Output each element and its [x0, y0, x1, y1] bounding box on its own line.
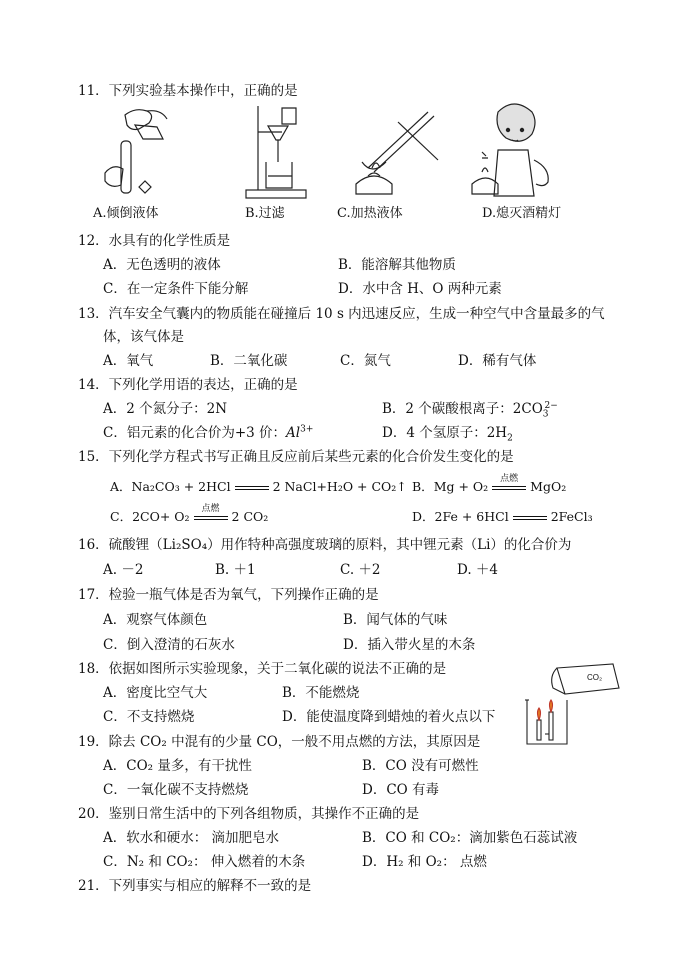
- q11-caption-d: D.熄灭酒精灯: [482, 206, 562, 221]
- q20-option-b: B．CO 和 CO₂：滴加紫色石蕊试液: [362, 830, 578, 846]
- q19-option-d: D．CO 有毒: [362, 782, 440, 798]
- figure-pouring-liquid: [95, 105, 175, 201]
- q13-stem-line2: 体，该气体是: [103, 329, 184, 345]
- q18-stem: 18．依据如图所示实验现象，关于二氧化碳的说法不正确的是: [78, 661, 447, 677]
- q20-stem: 20．鉴别日常生活中的下列各组物质，其操作不正确的是: [78, 806, 420, 822]
- q12-option-c: C．在一定条件下能分解: [103, 281, 249, 297]
- q20-option-d: D．H₂ 和 O₂： 点燃: [362, 854, 487, 870]
- q15-option-a: A．Na₂CO₃ + 2HCl 2 NaCl+H₂O + CO₂↑: [110, 479, 407, 494]
- q11-caption-b: B.过滤: [245, 206, 285, 221]
- q14-option-d: D．4 个氢原子：$2H_2$: [382, 425, 513, 444]
- q18-option-c: C．不支持燃烧: [103, 709, 195, 725]
- q12-option-b: B．能溶解其他物质: [338, 257, 456, 273]
- q17-option-c: C．倒入澄清的石灰水: [103, 637, 235, 653]
- q14-option-a: A．2 个氮分子：2N: [103, 401, 228, 417]
- q13-option-c: C．氮气: [340, 353, 391, 369]
- q12-stem: 12．水具有的化学性质是: [78, 233, 231, 249]
- q11-caption-c: C.加热液体: [337, 206, 403, 221]
- q18-option-b: B．不能燃烧: [282, 685, 360, 701]
- q13-stem-line1: 13．汽车安全气囊内的物质能在碰撞后 10 s 内迅速反应，生成一种空气中含量最多的气: [78, 306, 605, 322]
- figure-heating-liquid: [348, 102, 440, 200]
- q16-option-c: C. ＋2: [340, 562, 381, 578]
- q16-stem: 16．硫酸锂（Li₂SO₄）用作特种高强度玻璃的原料，其中锂元素（Li）的化合价为: [78, 537, 572, 553]
- q13-option-b: B．二氧化碳: [210, 353, 288, 369]
- figure-blowing-lamp: [468, 100, 558, 200]
- q16-option-d: D. ＋4: [457, 562, 499, 578]
- q16-option-a: A. －2: [103, 562, 144, 578]
- q14-stem: 14．下列化学用语的表达，正确的是: [78, 377, 298, 393]
- q14-option-b: B．2 个碳酸根离子：$2CO_3^{2-}$: [382, 400, 558, 420]
- q19-stem: 19．除去 CO₂ 中混有的少量 CO，一般不用点燃的方法，其原因是: [78, 734, 481, 750]
- q12-option-a: A．无色透明的液体: [103, 257, 221, 273]
- q11-caption-a: A.倾倒液体: [93, 206, 159, 221]
- q15-option-c: C．2CO+ O₂ 点燃 2 CO₂: [110, 504, 269, 524]
- q17-option-b: B．闻气体的气味: [343, 612, 448, 628]
- q13-option-d: D．稀有气体: [458, 353, 537, 369]
- q13-option-a: A．氧气: [103, 353, 154, 369]
- q17-option-a: A．观察气体颜色: [103, 612, 208, 628]
- figure-co2-candles: [515, 660, 625, 748]
- q15-option-d: D．2Fe + 6HCl 2FeCl₃: [412, 509, 593, 524]
- figure-filtration: [238, 102, 310, 200]
- q12-option-d: D．水中含 H、O 两种元素: [338, 281, 502, 297]
- q11-stem: 11．下列实验基本操作中，正确的是: [78, 83, 298, 99]
- figure-co2-label: CO₂: [587, 673, 603, 682]
- q17-stem: 17．检验一瓶气体是否为氧气，下列操作正确的是: [78, 587, 379, 603]
- q18-option-a: A．密度比空气大: [103, 685, 208, 701]
- q20-option-a: A．软水和硬水： 滴加肥皂水: [103, 830, 280, 846]
- q21-stem: 21．下列事实与相应的解释不一致的是: [78, 878, 312, 894]
- q20-option-c: C．N₂ 和 CO₂： 伸入燃着的木条: [103, 854, 306, 870]
- q19-option-b: B．CO 没有可燃性: [362, 758, 479, 774]
- q16-option-b: B. ＋1: [215, 562, 256, 578]
- q19-option-c: C．一氧化碳不支持燃烧: [103, 782, 249, 798]
- q19-option-a: A．CO₂ 量多，有干扰性: [103, 758, 252, 774]
- q15-stem: 15．下列化学方程式书写正确且反应前后某些元素的化合价发生变化的是: [78, 449, 514, 465]
- q18-option-d: D．能使温度降到蜡烛的着火点以下: [282, 709, 496, 725]
- q17-option-d: D．插入带火星的木条: [343, 637, 476, 653]
- q15-option-b: B．Mg + O₂ 点燃 MgO₂: [412, 474, 567, 494]
- q14-option-c: C．铝元素的化合价为+3 价：$Al^{3+}$: [103, 424, 314, 441]
